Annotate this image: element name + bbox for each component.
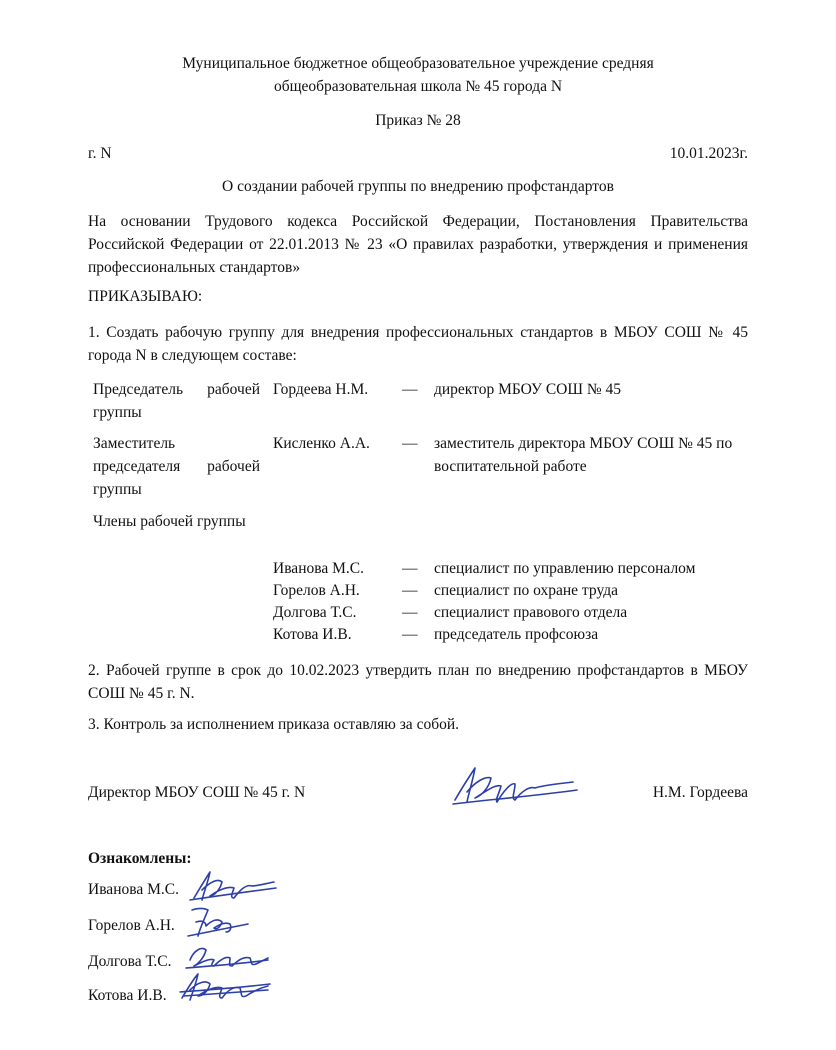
member-name: Котова И.В. [273,626,352,643]
members-list [273,560,753,648]
director-signature [445,762,585,808]
member-dash: — [402,582,418,599]
member-position: специалист по управлению персоналом [434,560,696,577]
director-title: Директор МБОУ СОШ № 45 г. N [88,784,306,801]
order-date: 10.01.2023г. [669,145,748,162]
deputy-role: Заместитель председателя рабочей группы [93,435,260,498]
deputy-dash: — [402,435,418,452]
signature-dolgova [180,940,270,974]
order-subject: О создании рабочей группы по внедрению профстандартов [222,178,614,195]
member-position: председатель профсоюза [434,626,599,643]
acknowledged-person: Долгова Т.С. [88,953,172,970]
deputy-position: заместитель директора МБОУ СОШ № 45 по воспитательной работе [434,435,733,475]
order-title: Приказ № 28 [375,112,461,129]
order-basis: На основании Трудового кодекса Российской Федерации, Постановления Правительства Российской Федерации от 22.01.2013 № 23 «О правилах разработки, утверждения и применения профессиональных стандартов» [88,213,748,276]
chair-dash: — [402,381,418,398]
member-name: Горелов А.Н. [273,582,360,599]
member-row [273,582,753,604]
acknowledged-person: Котова И.В. [88,987,167,1004]
director-name: Н.М. Гордеева [652,784,748,801]
member-position: специалист правового отдела [434,604,628,621]
member-name: Долгова Т.С. [273,604,357,621]
item-2: 2. Рабочей группе в срок до 10.02.2023 утвердить план по внедрению профстандартов в МБОУ СОШ № 45 г. N. [88,662,748,702]
member-dash: — [402,604,418,621]
decree-word: ПРИКАЗЫВАЮ: [88,288,203,305]
member-row [273,560,753,582]
acknowledged-heading: Ознакомлены: [88,850,192,867]
signature-ivanova [186,868,278,904]
signature-kotova [176,970,272,1004]
school-header [88,52,748,98]
acknowledged-person: Иванова М.С. [88,881,179,898]
deputy-name: Кисленко А.А. [273,435,370,452]
order-city: г. N [88,145,112,162]
school-name-line-2: общеобразовательная школа № 45 города N [273,78,563,95]
item-3: 3. Контроль за исполнением приказа оставляю за собой. [88,716,460,733]
item-1: 1. Создать рабочую группу для внедрения профессиональных стандартов в МБОУ СОШ № 45 города N в следующем составе: [88,324,748,364]
chair-name: Гордеева Н.М. [273,381,369,398]
member-dash: — [402,560,418,577]
school-name-line-1: Муниципальное бюджетное общеобразовательное учреждение средняя [182,55,654,72]
member-dash: — [402,626,418,643]
members-role: Члены рабочей группы [93,513,246,530]
member-row [273,604,753,626]
chair-role: Председатель рабочей группы [93,381,260,421]
member-name: Иванова М.С. [273,560,364,577]
member-row [273,626,753,648]
signature-gorelov [182,902,252,940]
member-position: специалист по охране труда [434,582,618,599]
acknowledged-person: Горелов А.Н. [88,917,175,934]
chair-position: директор МБОУ СОШ № 45 [434,381,622,398]
